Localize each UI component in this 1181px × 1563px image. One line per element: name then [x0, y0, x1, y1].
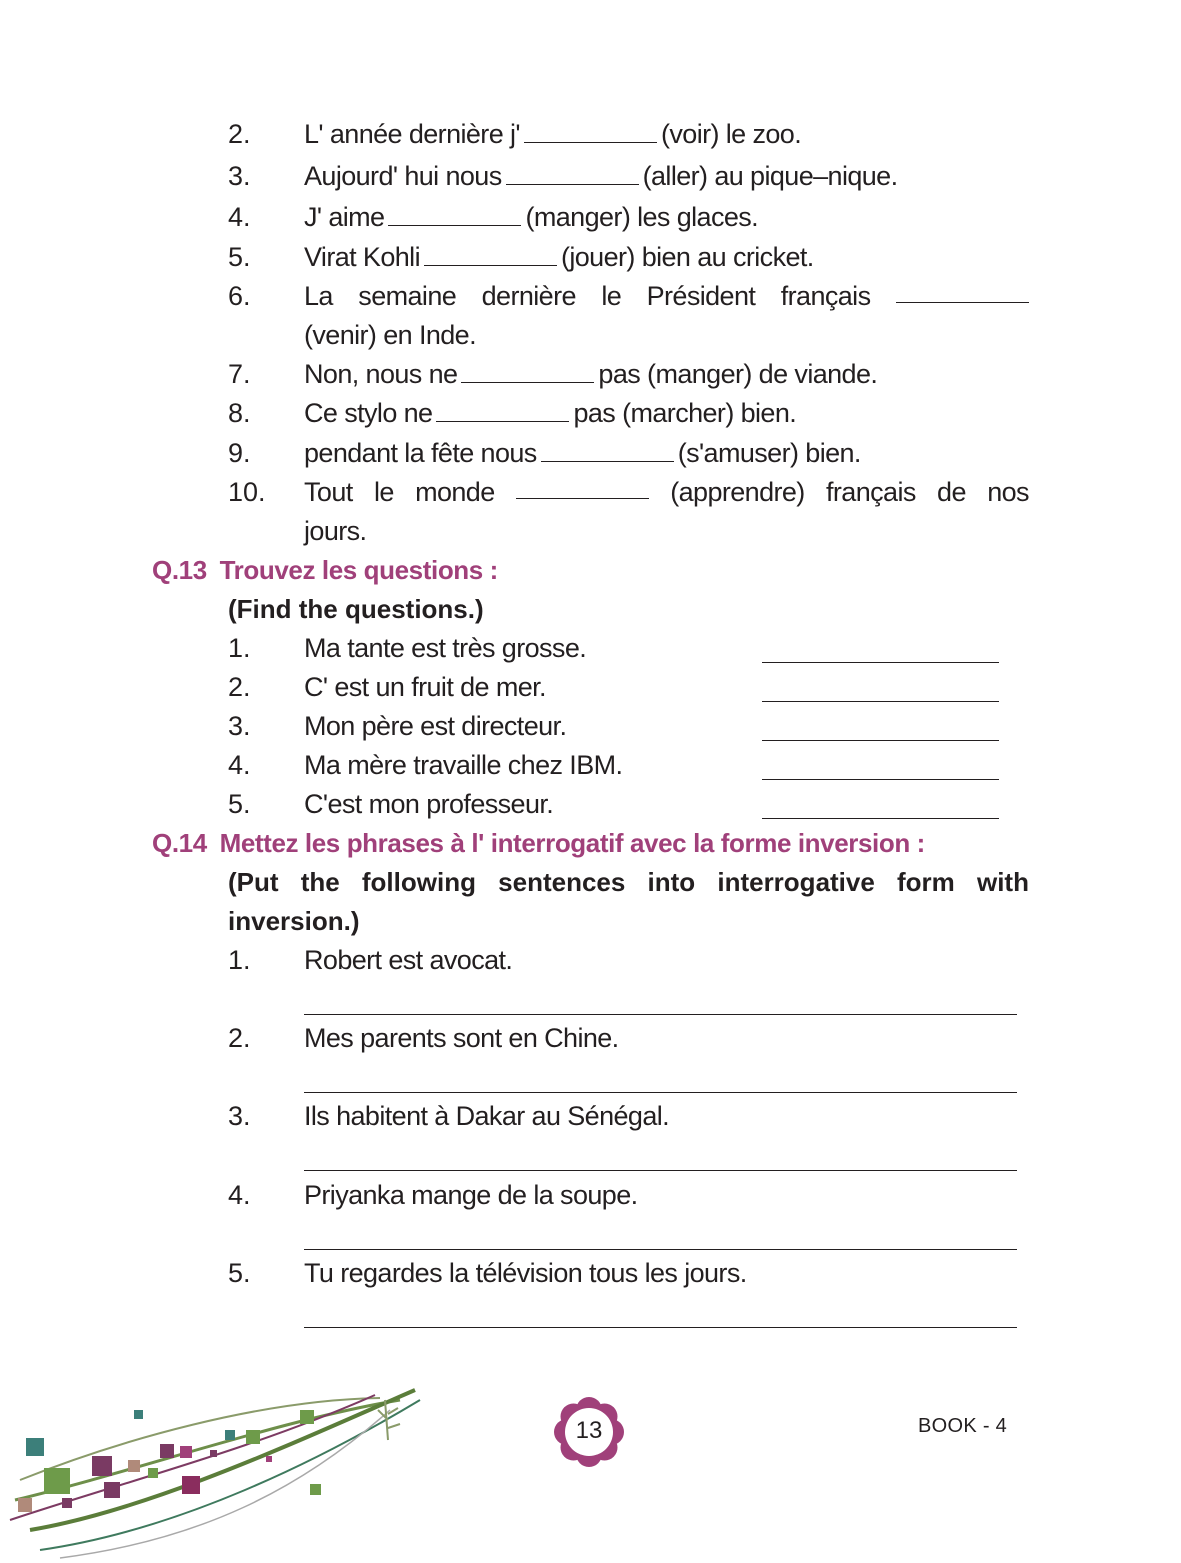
question-number: Q.13	[152, 555, 207, 585]
question-subtitle: (Put the following sentences into interrogative form with	[228, 867, 1029, 897]
item-number: 4.	[228, 750, 251, 780]
page-number-badge	[553, 1396, 625, 1468]
question-sentence: Ma mère travaille chez IBM.	[304, 750, 623, 780]
answer-blank[interactable]	[388, 203, 521, 226]
fill-blank-sentence: La semaine dernière le Président français	[304, 280, 1029, 312]
answer-line[interactable]	[762, 818, 999, 819]
item-number: 4.	[228, 202, 251, 232]
item-number: 5.	[228, 242, 251, 272]
question-heading	[152, 827, 925, 859]
decorative-swoosh-graphic	[0, 1380, 440, 1563]
item-number: 5.	[228, 1258, 251, 1288]
item-number: 7.	[228, 359, 251, 389]
item-number: 2.	[228, 1023, 251, 1053]
question-sentence: Tu regardes la télévision tous les jours.	[304, 1258, 747, 1288]
question-heading	[152, 554, 498, 586]
item-number: 9.	[228, 438, 251, 468]
answer-line[interactable]	[762, 779, 999, 780]
fill-blank-sentence: L' année dernière j' (voir) le zoo.	[304, 119, 802, 149]
answer-blank[interactable]	[524, 120, 657, 143]
book-label: BOOK - 4	[918, 1415, 1008, 1437]
question-sentence: Priyanka mange de la soupe.	[304, 1180, 638, 1210]
question-number: Q.14	[152, 828, 207, 858]
item-number: 8.	[228, 398, 251, 428]
answer-line[interactable]	[304, 1327, 1017, 1328]
answer-line[interactable]	[304, 1014, 1017, 1015]
item-number: 5.	[228, 789, 251, 819]
question-sentence: Robert est avocat.	[304, 945, 513, 975]
answer-line[interactable]	[304, 1249, 1017, 1250]
answer-line[interactable]	[762, 740, 999, 741]
item-number: 2.	[228, 119, 251, 149]
question-sentence: Ma tante est très grosse.	[304, 633, 587, 663]
item-number: 1.	[228, 945, 251, 975]
answer-blank[interactable]	[424, 243, 557, 266]
question-sentence: C' est un fruit de mer.	[304, 672, 546, 702]
fill-blank-sentence: Tout le monde (apprendre) français de nos	[304, 477, 1029, 507]
item-number: 6.	[228, 281, 251, 311]
answer-line[interactable]	[304, 1092, 1017, 1093]
question-title: Trouvez les questions :	[219, 555, 498, 585]
page-number: 13	[575, 1417, 603, 1444]
question-subtitle: (Find the questions.)	[228, 594, 484, 624]
question-sentence: Mon père est directeur.	[304, 711, 567, 741]
fill-blank-sentence: Aujourd' hui nous (aller) au pique–nique.	[304, 161, 898, 191]
item-number: 1.	[228, 633, 251, 663]
question-sentence: Ils habitent à Dakar au Sénégal.	[304, 1101, 670, 1131]
item-number: 10.	[228, 477, 266, 507]
answer-blank[interactable]	[461, 360, 594, 383]
fill-blank-sentence: J' aime (manger) les glaces.	[304, 202, 759, 232]
question-sentence: C'est mon professeur.	[304, 789, 554, 819]
fill-blank-sentence: Ce stylo ne pas (marcher) bien.	[304, 398, 797, 428]
sentence-continuation: (venir) en Inde.	[304, 320, 476, 350]
sentence-continuation: jours.	[304, 516, 367, 546]
answer-blank[interactable]	[896, 280, 1029, 303]
item-number: 3.	[228, 161, 251, 191]
item-number: 2.	[228, 672, 251, 702]
fill-blank-sentence: Virat Kohli (jouer) bien au cricket.	[304, 242, 814, 272]
answer-blank[interactable]	[506, 162, 639, 185]
item-number: 4.	[228, 1180, 251, 1210]
answer-line[interactable]	[304, 1170, 1017, 1171]
answer-blank[interactable]	[541, 439, 674, 462]
question-sentence: Mes parents sont en Chine.	[304, 1023, 619, 1053]
answer-line[interactable]	[762, 662, 999, 663]
item-number: 3.	[228, 1101, 251, 1131]
answer-blank[interactable]	[436, 399, 569, 422]
answer-line[interactable]	[762, 701, 999, 702]
answer-blank[interactable]	[516, 476, 649, 499]
item-number: 3.	[228, 711, 251, 741]
question-subtitle-continuation: inversion.)	[228, 906, 360, 936]
fill-blank-sentence: Non, nous ne pas (manger) de viande.	[304, 359, 878, 389]
fill-blank-sentence: pendant la fête nous (s'amuser) bien.	[304, 438, 861, 468]
question-title: Mettez les phrases à l' interrogatif avec la forme inversion :	[219, 828, 925, 858]
